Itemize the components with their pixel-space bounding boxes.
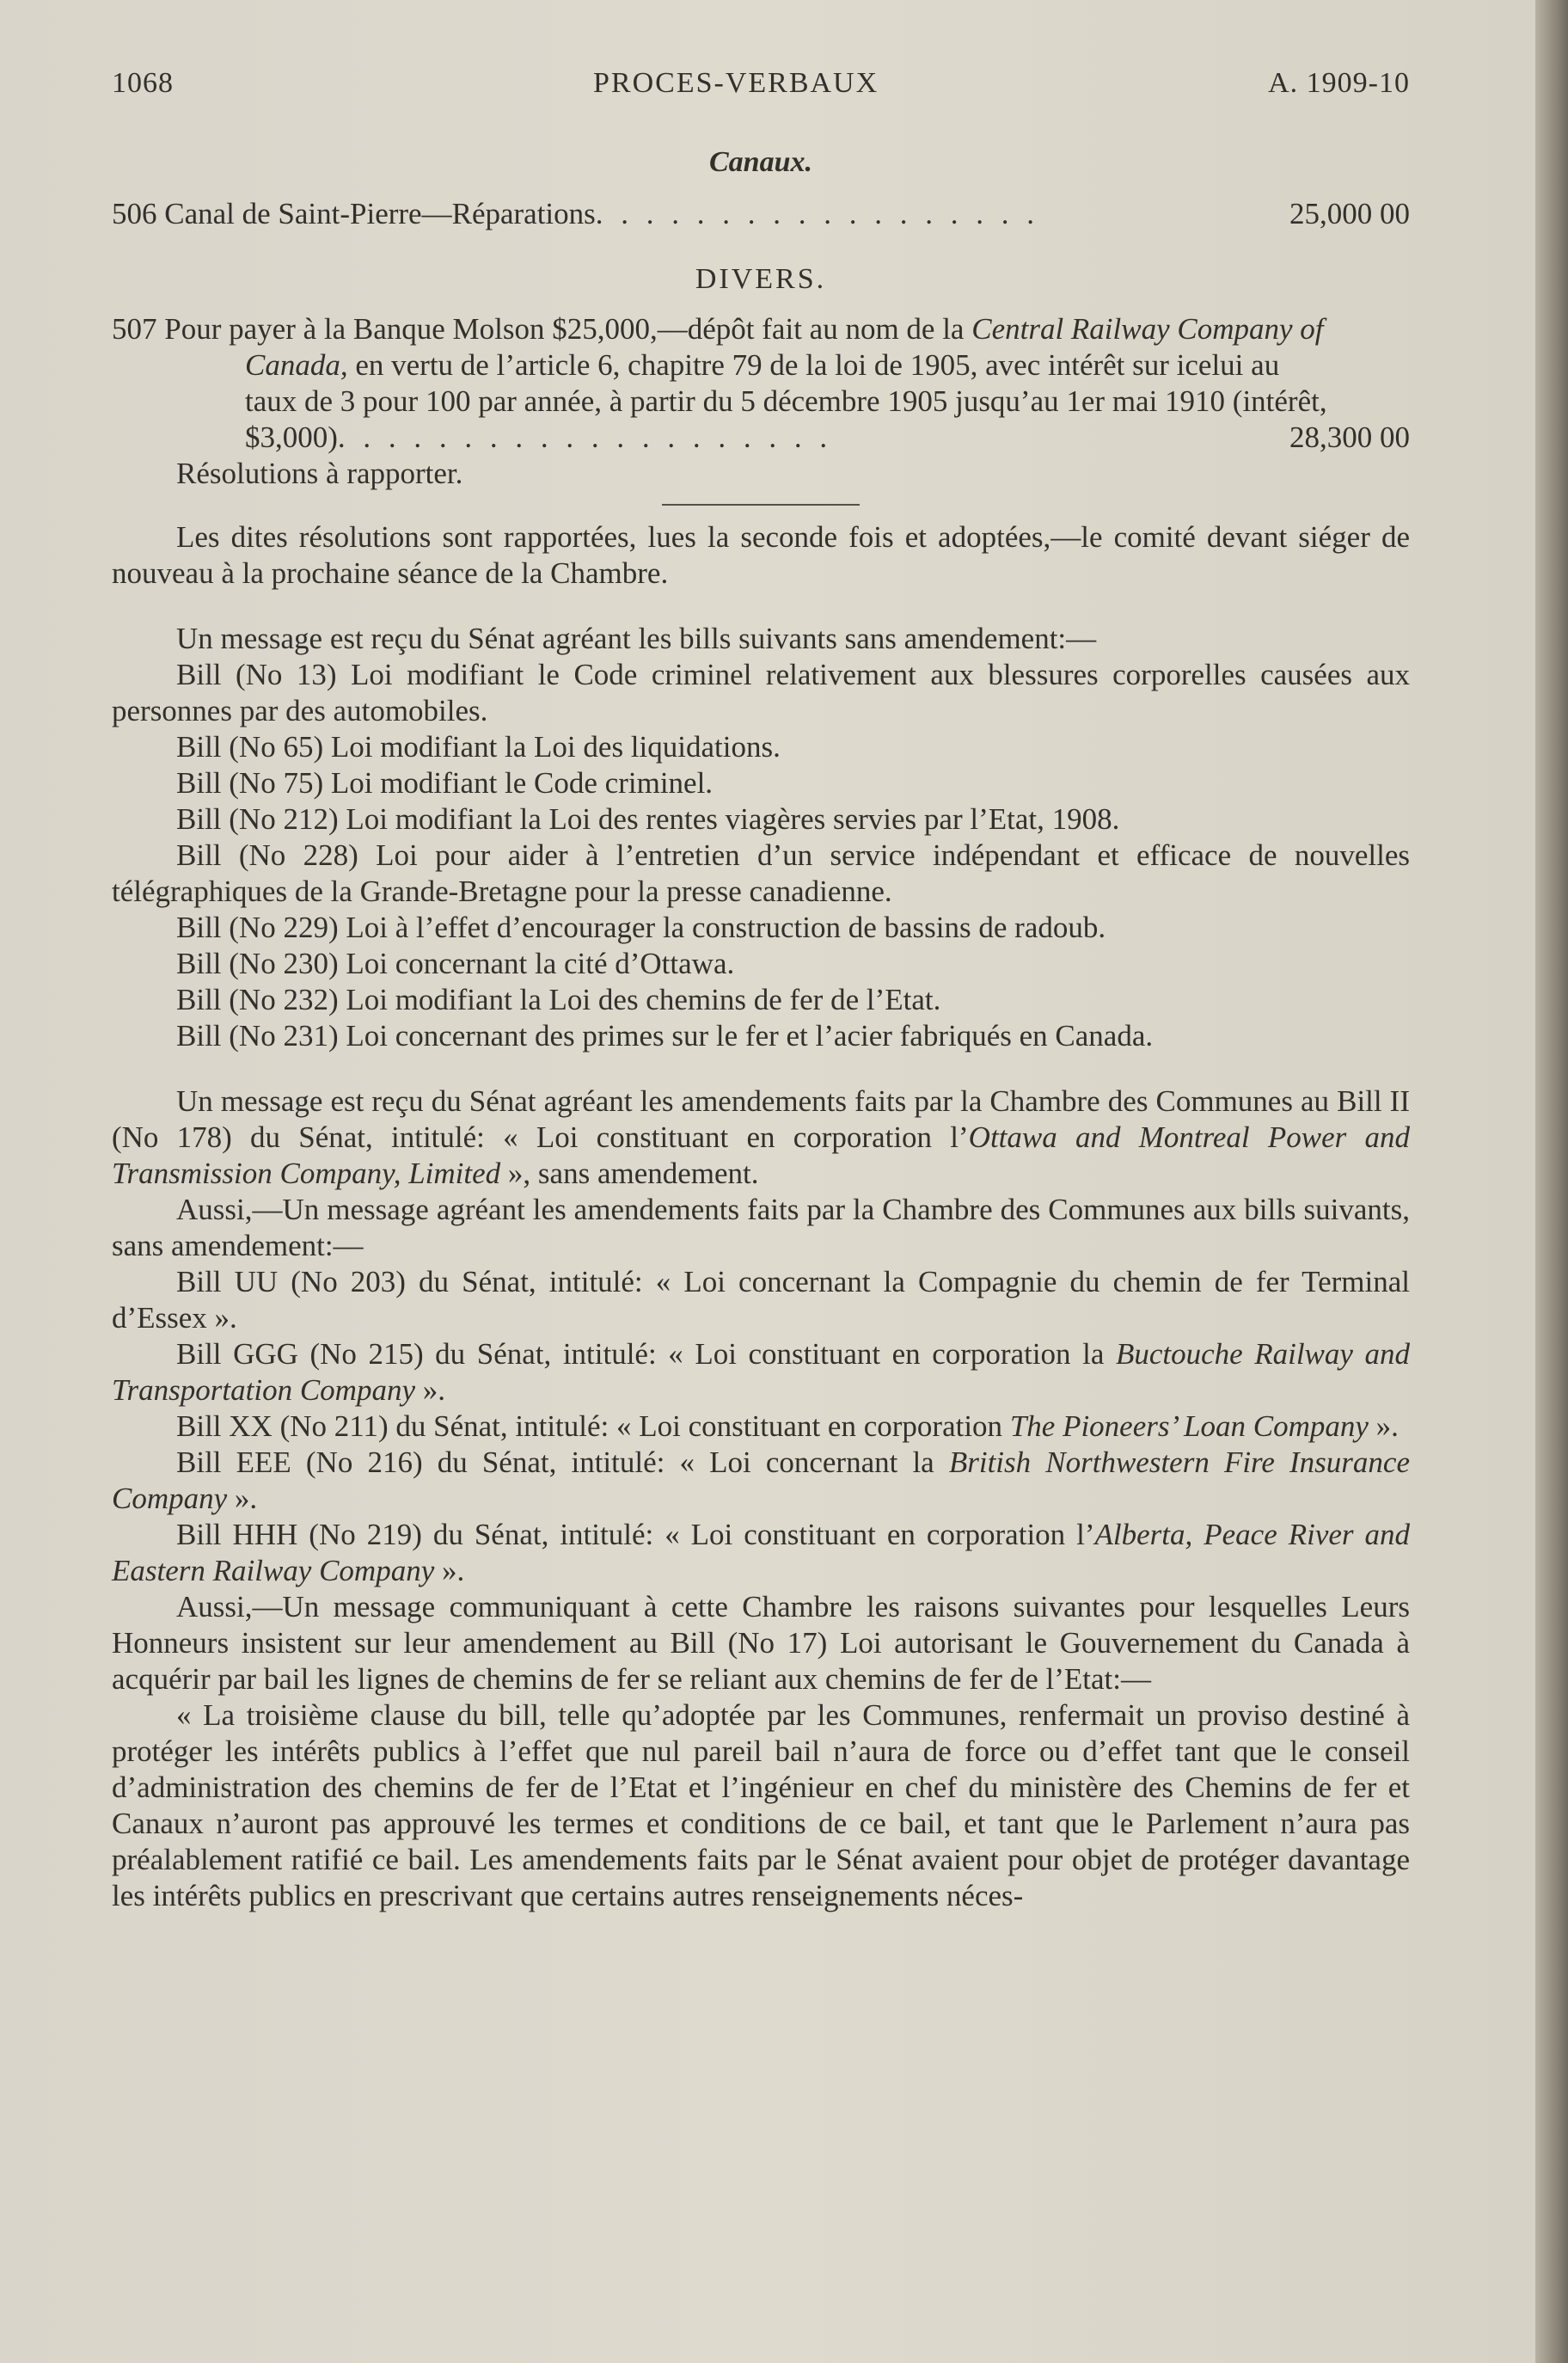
bill-212: Bill (No 212) Loi modifiant la Loi des rentes viagères servies par l’Etat, 1908. xyxy=(176,802,1120,836)
session-year: A. 1909-10 xyxy=(1268,67,1410,99)
bill-232: Bill (No 232) Loi modifiant la Loi des chemins de fer de l’Etat. xyxy=(176,983,941,1016)
item-506 xyxy=(112,196,1410,232)
item-507-text-a: 507 Pour payer à la Banque Molson $25,000,—dépôt fait au nom de la xyxy=(112,312,972,346)
bill-229: Bill (No 229) Loi à l’effet d’encourager la construction de bassins de radoub. xyxy=(176,911,1106,944)
page-content xyxy=(112,60,1410,1914)
bill-hhh-text-b: ». xyxy=(434,1554,465,1587)
canaux-heading: Canaux. xyxy=(709,146,812,178)
item-507-amount: 28,300 00 xyxy=(1289,420,1410,454)
paragraph-senate-message: Un message est reçu du Sénat agréant les bills suivants sans amendement:— xyxy=(176,622,1097,655)
bill-ii-company: Ottawa and Montreal Power and Transmission Company, Limited xyxy=(112,1120,1410,1190)
paragraph-bill-ii xyxy=(112,1083,1410,1192)
bill-eee-company: British Northwestern Fire Insurance Company xyxy=(112,1445,1410,1515)
bill-75: Bill (No 75) Loi modifiant le Code criminel. xyxy=(176,766,714,800)
page-title: PROCES-VERBAUX xyxy=(593,67,879,99)
book-spine xyxy=(1535,0,1568,2363)
bill-xx-text-b: ». xyxy=(1368,1409,1399,1443)
item-507-company: Central Railway Company of Canada, xyxy=(245,312,1324,382)
divers-heading: DIVERS. xyxy=(695,263,827,295)
separator-rule xyxy=(662,504,860,506)
paragraph-aussi-amendments: Aussi,—Un message agréant les amendements faits par la Chambre des Communes aux bills suivants, sans amendement:— xyxy=(112,1193,1410,1262)
bill-65: Bill (No 65) Loi modifiant la Loi des liquidations. xyxy=(176,730,781,764)
bill-230: Bill (No 230) Loi concernant la cité d’Ottawa. xyxy=(176,947,735,980)
bill-228: Bill (No 228) Loi pour aider à l’entretien d’un service indépendant et efficace de nouvelles télégraphiques de la Grande-Bretagne pour la presse canadienne. xyxy=(112,838,1410,908)
bill-eee-text-a: Bill EEE (No 216) du Sénat, intitulé: « Loi concernant la xyxy=(176,1445,949,1479)
bill-ggg-text-b: ». xyxy=(414,1373,445,1407)
paragraph-aussi-reasons: Aussi,—Un message communiquant à cette Chambre les raisons suivantes pour lesquelles Leurs Honneurs insistent sur leur amendement au Bill (No 17) Loi autorisant le Gouvernement du Canada à acquérir par bail les lignes de chemins de fer se reliant aux chemins de fer de l’Etat:— xyxy=(112,1590,1410,1696)
bill-hhh-company: Alberta, Peace River and Eastern Railway Company xyxy=(112,1518,1410,1587)
bill-hhh xyxy=(112,1517,1410,1589)
paragraph-adoption: Les dites résolutions sont rapportées, lues la seconde fois et adoptées,—le comité devant siéger de nouveau à la prochaine séance de la Chambre. xyxy=(112,520,1410,590)
bill-uu: Bill UU (No 203) du Sénat, intitulé: « Loi concernant la Compagnie du chemin de fer Terminal d’Essex ». xyxy=(112,1265,1410,1335)
item-507 xyxy=(112,311,1410,456)
bill-ii-text-b: », sans amendement. xyxy=(500,1157,759,1190)
item-507-dots: . . . . . . . . . . . . . . . . . . . . xyxy=(337,420,833,454)
bill-xx-text-a: Bill XX (No 211) du Sénat, intitulé: « Loi constituant en corporation xyxy=(176,1409,1010,1443)
running-header xyxy=(112,60,1410,112)
item-506-dots: . . . . . . . . . . . . . . . . . . xyxy=(595,197,1040,230)
bill-eee xyxy=(112,1445,1410,1517)
bill-231: Bill (No 231) Loi concernant des primes sur le fer et l’acier fabriqués en Canada. xyxy=(176,1019,1154,1053)
bill-13: Bill (No 13) Loi modifiant le Code criminel relativement aux blessures corporelles causées aux personnes par des automobiles. xyxy=(112,658,1410,727)
page-number: 1068 xyxy=(112,67,174,99)
item-506-amount: 25,000 00 xyxy=(1289,197,1410,230)
bill-ii-text-a: Un message est reçu du Sénat agréant les amendements faits par la Chambre des Communes au Bill II (No 178) du Sénat, intitulé: « Loi constituant en corporation l’ xyxy=(112,1084,1410,1154)
bill-hhh-text-a: Bill HHH (No 219) du Sénat, intitulé: « Loi constituant en corporation l’ xyxy=(176,1518,1095,1551)
paragraph-quoted-reasons: « La troisième clause du bill, telle qu’adoptée par les Communes, renfermait un proviso destiné à protéger les intérêts publics à l’effet que nul pareil bail n’aura de force ou d’effet tant que le conseil d’administration des chemins de fer de l’Etat et l’ingénieur en chef du ministère des Chemins de fer et Canaux n’auront pas approuvé les termes et conditions de ce bail, et tant que le Parlement n’aura pas préalablement ratifié ce bail. Les amendements faits par le Sénat avaient pour objet de protéger davantage les intérêts publics en prescrivant que certains autres renseignements néces- xyxy=(112,1698,1410,1912)
bill-ggg-text-a: Bill GGG (No 215) du Sénat, intitulé: « Loi constituant en corporation la xyxy=(176,1337,1116,1371)
bill-eee-text-b: ». xyxy=(227,1482,258,1515)
bill-ggg xyxy=(112,1336,1410,1409)
bill-xx xyxy=(112,1409,1410,1445)
item-506-text: 506 Canal de Saint-Pierre—Réparations xyxy=(112,197,596,230)
resolutions-line: Résolutions à rapporter. xyxy=(176,457,463,490)
bill-ggg-company: Buctouche Railway and Transportation Company xyxy=(112,1337,1410,1407)
bill-xx-company: The Pioneers’ Loan Company xyxy=(1009,1409,1369,1443)
item-507-text-b: en vertu de l’article 6, chapitre 79 de la loi de 1905, avec intérêt sur icelui au taux de 3 pour 100 par année, à partir du 5 décembre 1905 jusqu’au 1er mai 1910 (intérêt, $3,000) xyxy=(245,348,1327,454)
